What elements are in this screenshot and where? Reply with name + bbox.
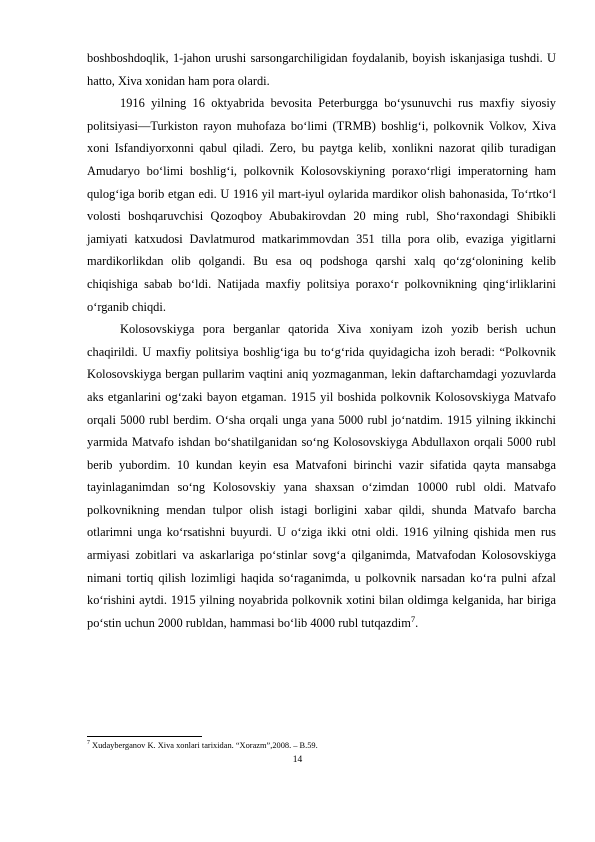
footnote-marker: 7: [87, 740, 90, 747]
paragraph-volkov: 1916 yilning 16 oktyabrida bevosita Peterburgga bo‘ysunuvchi rus maxfiy siyosiy politsiyasi—Turkiston rayon muhofaza bo‘limi (TRMB) boshlig‘i, polkovnik Volkov, Xiva xoni Isfandiyorxonni qabul qiladi. Zero, bu paytga kelib, xonlikni nazorat qilib turadigan Amudaryo bo‘limi boshlig‘i, polkovnik Kolosovskiyning poraxo‘rligi imperatorning ham qulog‘iga borib etgan edi. U 1916 yil mart-iyul oylarida mardikor olish bahonasida, To‘rtko‘l volosti boshqaruvchisi Qozoqboy Abubakirovdan 20 ming rubl, Sho‘raxondagi Shibikli jamiyati katxudosi Davlatmurod matkarimmovdan 351 tilla pora olib, evaziga yigitlarni mardikorlikdan olib qolgandi. Bu esa oq podshoga qarshi xalq qo‘zg‘olonining kelib chiqishiga sabab bo‘ldi. Natijada maxfiy politsiya poraxo‘r polkovnikning qing‘irliklarini o‘rganib chiqdi.: [87, 96, 556, 314]
footnote-text: Xudayberganov K. Xiva xonlari tarixidan. “Xorazm”,2008. – B.59.: [89, 741, 318, 750]
paragraph-kolosovskiy-text: Kolosovskiyga pora berganlar qatorida Xiva xoniyam izoh yozib berish uchun chaqirildi. U maxfiy politsiya boshlig‘iga bu to‘g‘rida quyidagicha izoh beradi: “Polkovnik Kolosovskiyga bergan pullarim vaqtini aniq yozmaganman, lekin daftarchamdagi yozuvlarda aks etganlarini og‘zaki bayon etgaman. 1915 yil boshida polkovnik Kolosovskiyga Matvafo orqali 5000 rubl berdim. O‘sha orqali unga yana 5000 rubl jo‘natdim. 1915 yilning ikkinchi yarmida Matvafo ishdan bo‘shatilganidan so‘ng Kolosovskiyga Abdullaxon orqali 5000 rubl berib yubordim. 10 kundan keyin esa Matvafoni birinchi vazir sifatida qayta mansabga tayinlaganimdan so‘ng Kolosovskiy yana shaxsan o‘zimdan 10000 rubl oldi. Matvafo polkovnikning mendan tulpor olish istagi borligini xabar qildi, shunda Matvafo barcha otlarimni unga ko‘rsatishni buyurdi. U o‘ziga ikki otni oldi. 1916 yilning qishida men rus armiyasi zobitlari va askarlariga po‘stinlar sovg‘a qilganimda, Matvafodan Kolosovskiyga nimani tortiq qilish lozimligi haqida so‘raganimda, u polkovnik narsadan ko‘ra pulni afzal ko‘rishini aytdi. 1915 yilning noyabrida polkovnik xotini bilan oldimga kelganida, har biriga po‘stin uchun 2000 rubldan, hammasi bo‘lib 4000 rubl tutqazdim: [87, 322, 556, 630]
body-text: [87, 47, 556, 634]
footnote: [87, 740, 556, 751]
paragraph-kolosovskiy: [87, 318, 556, 634]
footnote-divider: [87, 736, 202, 737]
footnote-reference[interactable]: 7: [410, 613, 416, 624]
paragraph-end-punctuation: .: [415, 615, 419, 630]
paragraph-continuation: boshboshdoqlik, 1-jahon urushi sarsongarchiligidan foydalanib, boyish iskanjasiga tushdi. U hatto, Xiva xonidan ham pora olardi.: [87, 51, 556, 88]
page-number: 14: [292, 755, 303, 765]
